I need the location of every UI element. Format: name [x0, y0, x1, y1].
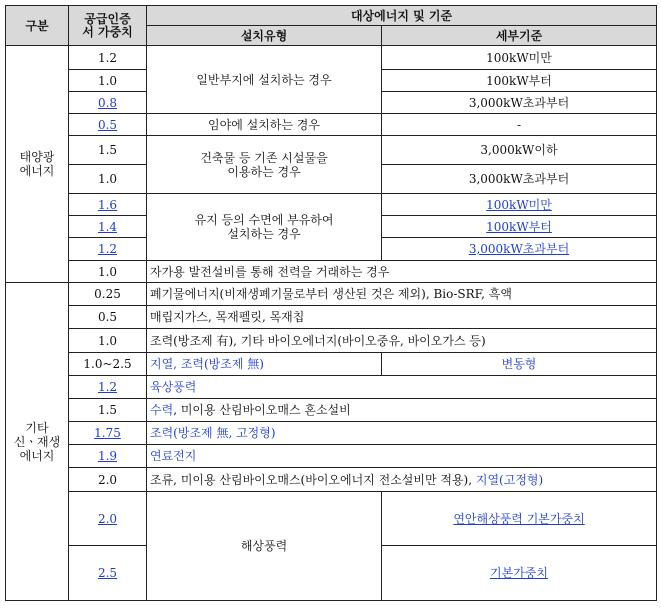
weight-cell: 1.2	[69, 46, 147, 70]
detail-cell: 100kW부터	[382, 216, 657, 238]
energy-text-b: , 미이용 산림바이오매스 혼소설비	[173, 403, 351, 417]
other-category-line2: 신ㆍ재생	[13, 434, 61, 449]
header-install-type: 설치유형	[147, 26, 382, 46]
energy-text	[147, 399, 657, 422]
solar-category-text: 태양광 에너지	[19, 150, 55, 178]
weight-cell: 1.2	[69, 238, 147, 261]
weight-cell: 1.75	[69, 422, 147, 445]
table-row	[6, 261, 657, 283]
detail-cell: 3,000kW이하	[382, 136, 657, 165]
detail-cell: 3,000kW초과부터	[382, 238, 657, 261]
weight-cell: 1.0~2.5	[69, 353, 147, 376]
energy-text: 조력(방조제 有), 기타 바이오에너지(바이오중유, 바이오가스 등)	[147, 329, 657, 353]
table-row	[6, 422, 657, 445]
weight-cell: 1.0	[69, 261, 147, 283]
table-row	[6, 306, 657, 329]
weight-cell: 1.0	[69, 165, 147, 194]
weight-cell: 2.0	[69, 468, 147, 492]
header-detail: 세부기준	[382, 26, 657, 46]
weight-cell: 0.5	[69, 306, 147, 329]
table-row	[6, 283, 657, 306]
weight-cell: 2.5	[69, 546, 147, 601]
install-type-building-line2: 이용하는 경우	[227, 164, 301, 179]
table-row	[6, 194, 657, 216]
detail-cell: 3,000kW초과부터	[382, 92, 657, 114]
energy-text	[147, 468, 657, 492]
energy-text: 조력(방조제 無, 고정형)	[147, 422, 657, 445]
table-row	[6, 492, 657, 546]
weight-cell: 0.5	[69, 114, 147, 136]
table-row	[6, 376, 657, 399]
weight-cell: 0.25	[69, 283, 147, 306]
detail-cell: 3,000kW초과부터	[382, 165, 657, 194]
table-row	[6, 399, 657, 422]
table-row	[6, 46, 657, 70]
rec-weight-table	[5, 5, 657, 601]
install-type-general: 일반부지에 설치하는 경우	[147, 46, 382, 114]
energy-text-b: (방조제 無)	[204, 357, 264, 371]
solar-category	[6, 46, 69, 283]
install-type-water	[147, 194, 382, 261]
energy-text: 육상풍력	[147, 376, 657, 399]
install-type-offshore: 해상풍력	[147, 492, 382, 601]
install-type-building	[147, 136, 382, 194]
energy-text	[147, 353, 382, 376]
install-type-self-use: 자가용 발전설비를 통해 전력을 거래하는 경우	[147, 261, 657, 283]
table-row	[6, 329, 657, 353]
install-type-water-line1: 유지 등의 수면에 부유하여	[194, 213, 334, 227]
header-weight	[69, 6, 147, 46]
table-row	[6, 353, 657, 376]
energy-text: 연료전지	[147, 445, 657, 468]
weight-cell: 1.0	[69, 70, 147, 92]
header-weight-text: 공급인증서 가중치	[82, 11, 133, 39]
other-category-line1: 기타	[25, 420, 49, 435]
table-row	[6, 445, 657, 468]
detail-cell: 100kW미만	[382, 194, 657, 216]
header-target: 대상에너지 및 기준	[147, 6, 657, 26]
other-category	[6, 283, 69, 601]
energy-text-a: 지열, 조력	[150, 357, 204, 371]
detail-cell: 100kW부터	[382, 70, 657, 92]
energy-text-b: 지열(고정형)	[475, 472, 544, 487]
install-type-forest: 임야에 설치하는 경우	[147, 114, 382, 136]
energy-text: 매립지가스, 목재펠릿, 목재칩	[147, 306, 657, 329]
energy-text-a: 수력	[150, 403, 174, 417]
weight-cell: 1.5	[69, 136, 147, 165]
detail-cell: 100kW미만	[382, 46, 657, 70]
install-type-water-line2: 설치하는 경우	[227, 227, 301, 241]
energy-text-a: 조류, 미이용 산림바이오매스(바이오에너지 전소설비만 적용),	[150, 472, 476, 487]
weight-cell: 2.0	[69, 492, 147, 546]
weight-cell: 1.0	[69, 329, 147, 353]
install-type-building-line1: 건축물 등 기존 시설물을	[200, 150, 328, 165]
weight-cell: 1.6	[69, 194, 147, 216]
energy-text: 폐기물에너지(비재생폐기물로부터 생산된 것은 제외), Bio-SRF, 흑액	[147, 283, 657, 306]
table-row	[6, 136, 657, 165]
weight-cell: 1.5	[69, 399, 147, 422]
other-category-line3: 에너지	[19, 448, 55, 463]
weight-cell: 1.4	[69, 216, 147, 238]
detail-cell: 기본가중치	[382, 546, 657, 601]
weight-cell: 1.9	[69, 445, 147, 468]
weight-cell: 0.8	[69, 92, 147, 114]
weight-cell: 1.2	[69, 376, 147, 399]
header-category: 구분	[6, 6, 69, 46]
detail-cell: 변동형	[382, 353, 657, 376]
table-row	[6, 114, 657, 136]
table-row	[6, 468, 657, 492]
detail-cell: -	[382, 114, 657, 136]
detail-cell: 연안해상풍력 기본가중치	[382, 492, 657, 546]
